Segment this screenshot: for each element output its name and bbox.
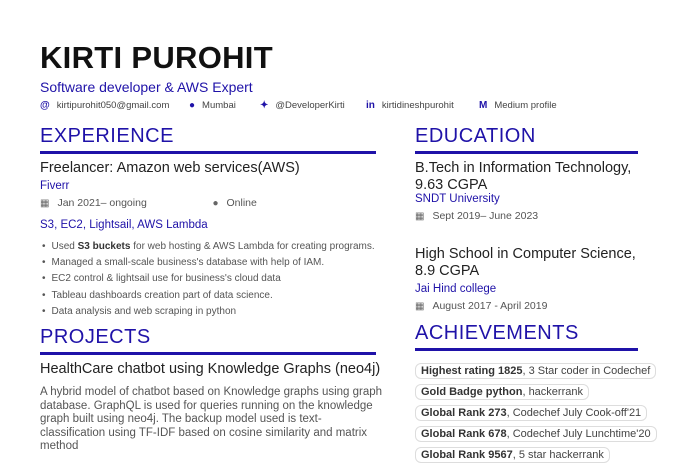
experience-heading: EXPERIENCE (40, 125, 376, 154)
achievement-tag: Global Rank 678, Codechef July Lunchtime'20 (415, 426, 657, 442)
experience-bullets (42, 241, 375, 322)
experience-org: Fiverr (40, 180, 70, 192)
achievement-tag: Gold Badge python, hackerrank (415, 384, 589, 400)
achievements-list (415, 361, 680, 466)
candidate-name: KIRTI PUROHIT (40, 40, 273, 75)
calendar-icon: ▦ (40, 197, 50, 209)
education-degree: B.Tech in Information Technology, 9.63 CGPA (415, 160, 632, 193)
experience-skills: S3, EC2, Lightsail, AWS Lambda (40, 219, 208, 231)
achievement-tag: Global Rank 9567, 5 star hackerrank (415, 447, 610, 463)
achievement-tag: Global Rank 273, Codechef July Cook-off'21 (415, 405, 647, 421)
experience-meta: ▦ Jan 2021– ongoing ● Online (40, 197, 257, 209)
list-item: • Managed a small-scale business's database with help of IAM. (42, 257, 375, 268)
contact-bar (40, 100, 557, 111)
list-item: • Used S3 buckets for web hosting & AWS Lambda for creating programs. (42, 241, 375, 252)
at-icon: @ (40, 100, 50, 111)
education-school: SNDT University (415, 193, 500, 205)
contact-twitter[interactable]: ✦ @DeveloperKirti (260, 100, 345, 111)
calendar-icon: ▦ (415, 300, 425, 312)
contact-location: ● Mumbai (189, 100, 236, 111)
contact-email[interactable]: @ kirtipurohit050@gmail.com (40, 100, 170, 111)
experience-role: Freelancer: Amazon web services(AWS) (40, 160, 300, 176)
education-degree: High School in Computer Science, 8.9 CGPA (415, 246, 636, 279)
list-item: • Tableau dashboards creation part of data science. (42, 290, 375, 301)
education-school: Jai Hind college (415, 283, 497, 295)
calendar-icon: ▦ (415, 210, 425, 222)
education-heading: EDUCATION (415, 125, 638, 154)
contact-linkedin[interactable]: in kirtidineshpurohit (366, 100, 454, 111)
achievements-heading: ACHIEVEMENTS (415, 322, 638, 351)
education-dates: ▦ Sept 2019– June 2023 (415, 210, 539, 222)
location-icon: ● (212, 197, 219, 209)
list-item: • EC2 control & lightsail use for business's cloud data (42, 273, 375, 284)
list-item: • Data analysis and web scraping in python (42, 306, 375, 317)
medium-icon: M (479, 100, 488, 111)
candidate-title: Software developer & AWS Expert (40, 79, 253, 95)
project-title: HealthCare chatbot using Knowledge Graphs (neo4j) (40, 361, 381, 377)
linkedin-icon: in (366, 100, 375, 111)
education-dates: ▦ August 2017 - April 2019 (415, 300, 548, 312)
location-icon: ● (189, 100, 196, 111)
contact-medium[interactable]: M Medium profile (479, 100, 557, 111)
twitter-icon: ✦ (260, 100, 269, 111)
project-description: A hybrid model of chatbot based on Knowledge graphs using graph database. GraphQL is used for queries running on the knowledge graph built using neo4j. The backup model used is text-classification using TF-IDF based on cosine similarity and matrix method (40, 386, 383, 452)
achievement-tag: Highest rating 1825, 3 Star coder in Codechef (415, 363, 656, 379)
projects-heading: PROJECTS (40, 326, 376, 355)
